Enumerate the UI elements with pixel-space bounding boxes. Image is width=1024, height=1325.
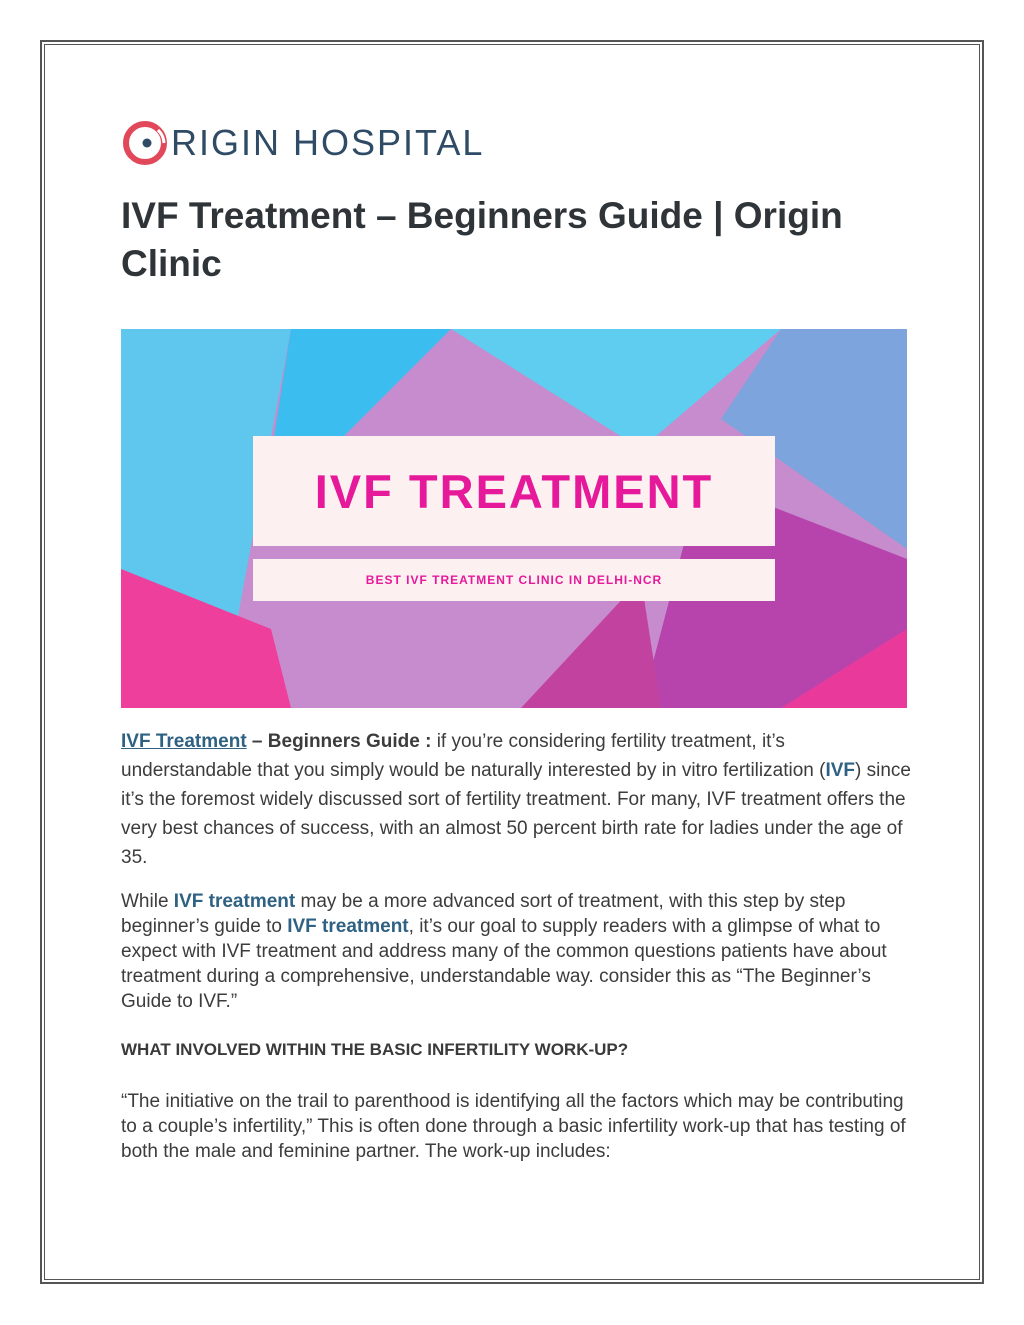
ivf-treatment-link-3[interactable]: IVF treatment	[287, 916, 409, 937]
beginners-guide-lead: – Beginners Guide :	[246, 731, 432, 752]
ivf-banner-image	[121, 329, 907, 708]
logo-text: RIGIN HOSPITAL	[171, 122, 485, 163]
page-title: IVF Treatment – Beginners Guide | Origin Clinic	[121, 195, 843, 284]
origin-ring-logo-icon	[121, 119, 169, 167]
banner-subheading: BEST IVF TREATMENT CLINIC IN DELHI-NCR	[365, 573, 663, 587]
ivf-treatment-link[interactable]: IVF Treatment	[121, 731, 247, 752]
banner-title-card	[253, 436, 775, 546]
banner-subtitle-strip	[253, 559, 775, 601]
guide-text-c: , it’s our goal to supply readers with a glimpse of what to expect with IVF treatment and address many of the common questions patients have about treatment during a comprehensive, understandable way. consider this as “The Beginner’s Guide to IVF.”	[121, 916, 887, 1012]
intro-text-a: if you’re considering fertility treatment, it’s understandable that you simply would be naturally interested by in vitro fertilization (	[121, 731, 826, 781]
banner-heading: IVF TREATMENT	[314, 464, 714, 518]
section-heading: WHAT INVOLVED WITHIN THE BASIC INFERTILITY WORK-UP?	[121, 1040, 629, 1059]
origin-hospital-logo[interactable]	[121, 118, 484, 168]
intro-paragraph	[121, 727, 911, 872]
workup-paragraph: “The initiative on the trail to parenthood is identifying all the factors which may be contributing to a couple’s infertility,” This is often done through a basic infertility work-up that has testing of both the male and feminine partner. The work-up includes:	[121, 1091, 906, 1162]
guide-text-a: While	[121, 891, 174, 912]
guide-text-b: may be a more advanced sort of treatment, with this step by step beginner’s guide to	[121, 891, 846, 937]
ivf-abbrev: IVF	[825, 760, 855, 781]
intro-text-b: ) since it’s the foremost widely discussed sort of fertility treatment. For many, IVF treatment offers the very best chances of success, with an almost 50 percent birth rate for ladies under the age of 35.	[121, 760, 911, 868]
guide-paragraph	[121, 889, 911, 1014]
ivf-treatment-link-2[interactable]: IVF treatment	[173, 891, 296, 912]
